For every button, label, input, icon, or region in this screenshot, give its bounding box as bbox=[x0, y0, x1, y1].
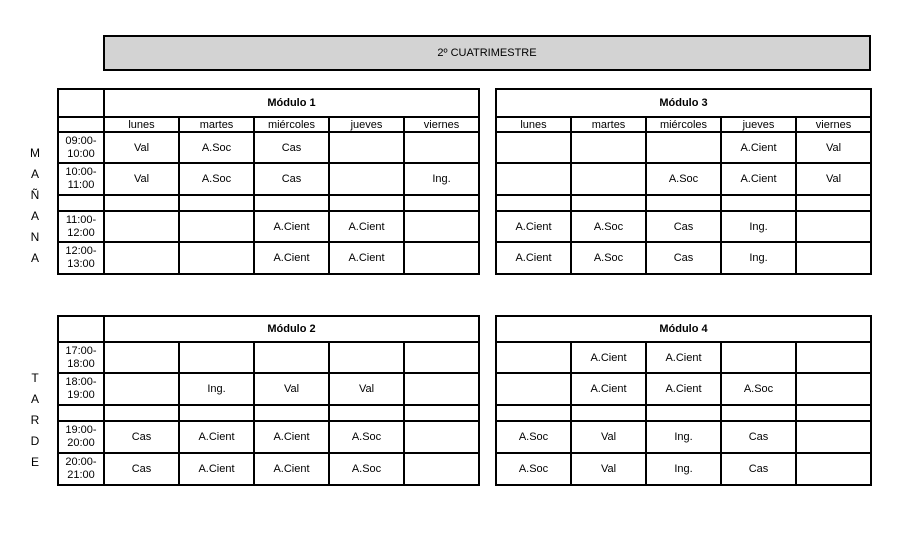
day-header-viernes: viernes bbox=[796, 117, 871, 132]
schedule-cell: A.Cient bbox=[721, 163, 796, 195]
schedule-cell bbox=[329, 342, 404, 373]
schedule-cell: A.Cient bbox=[646, 373, 721, 405]
schedule-cell bbox=[179, 242, 254, 274]
schedule-cell bbox=[104, 342, 179, 373]
time-slot-break bbox=[58, 405, 104, 421]
schedule-cell bbox=[646, 195, 721, 211]
schedule-cell: Val bbox=[571, 453, 646, 485]
schedule-cell bbox=[496, 163, 571, 195]
schedule-cell bbox=[404, 421, 479, 453]
spacer-cell bbox=[58, 316, 104, 342]
schedule-cell: Ing. bbox=[721, 242, 796, 274]
time-line: 18:00 bbox=[67, 357, 95, 370]
schedule-cell bbox=[571, 163, 646, 195]
module-3-table bbox=[495, 88, 872, 275]
module-3-title: Módulo 3 bbox=[496, 89, 871, 117]
schedule-cell: Ing. bbox=[646, 453, 721, 485]
schedule-cell bbox=[404, 342, 479, 373]
time-line: 19:00 bbox=[67, 389, 95, 401]
schedule-cell bbox=[796, 211, 871, 242]
schedule-cell: A.Soc bbox=[179, 163, 254, 195]
schedule-cell bbox=[796, 421, 871, 453]
schedule-cell bbox=[104, 405, 179, 421]
schedule-cell bbox=[179, 211, 254, 242]
schedule-cell bbox=[329, 163, 404, 195]
schedule-cell bbox=[179, 342, 254, 373]
time-line: 09:00- bbox=[65, 134, 97, 147]
schedule-cell: Cas bbox=[104, 421, 179, 453]
module-2-title: Módulo 2 bbox=[104, 316, 479, 342]
schedule-cell: A.Soc bbox=[571, 242, 646, 274]
schedule-cell: A.Cient bbox=[254, 453, 329, 485]
schedule-cell bbox=[404, 132, 479, 163]
schedule-cell: Val bbox=[104, 132, 179, 163]
schedule-cell: Val bbox=[104, 163, 179, 195]
module-1-table bbox=[57, 88, 480, 275]
time-header-cell bbox=[58, 117, 104, 132]
time-line: 20:00 bbox=[67, 437, 95, 449]
time-line: 21:00 bbox=[67, 469, 95, 481]
schedule-cell bbox=[254, 405, 329, 421]
schedule-cell: Cas bbox=[254, 132, 329, 163]
quarter-banner bbox=[103, 35, 871, 71]
module-4-table bbox=[495, 315, 872, 486]
time-slot bbox=[58, 211, 104, 242]
schedule-cell bbox=[104, 242, 179, 274]
schedule-cell bbox=[571, 195, 646, 211]
schedule-cell: Ing. bbox=[179, 373, 254, 405]
time-line: 10:00- bbox=[65, 166, 97, 178]
module-2-table bbox=[57, 315, 480, 486]
morning-side-label: MAÑANA bbox=[28, 146, 42, 272]
schedule-cell: A.Soc bbox=[646, 163, 721, 195]
time-line: 12:00 bbox=[67, 226, 95, 239]
schedule-cell bbox=[496, 195, 571, 211]
day-header-miercoles: miércoles bbox=[254, 117, 329, 132]
afternoon-side-label: TARDE bbox=[28, 371, 42, 476]
schedule-cell bbox=[404, 373, 479, 405]
schedule-cell bbox=[404, 453, 479, 485]
schedule-cell: Val bbox=[796, 163, 871, 195]
schedule-cell: A.Soc bbox=[329, 421, 404, 453]
schedule-cell: Ing. bbox=[404, 163, 479, 195]
time-slot bbox=[58, 453, 104, 485]
schedule-cell: A.Cient bbox=[179, 421, 254, 453]
schedule-cell: Cas bbox=[721, 421, 796, 453]
day-header-martes: martes bbox=[571, 117, 646, 132]
schedule-cell bbox=[329, 132, 404, 163]
schedule-cell: A.Cient bbox=[254, 211, 329, 242]
time-line: 12:00- bbox=[65, 245, 97, 257]
schedule-cell bbox=[721, 405, 796, 421]
schedule-cell bbox=[721, 195, 796, 211]
schedule-cell bbox=[329, 405, 404, 421]
schedule-cell bbox=[796, 405, 871, 421]
schedule-cell: Val bbox=[571, 421, 646, 453]
time-line: 11:00 bbox=[67, 179, 95, 191]
schedule-cell: A.Soc bbox=[571, 211, 646, 242]
schedule-cell bbox=[179, 405, 254, 421]
time-slot bbox=[58, 132, 104, 163]
schedule-cell: A.Soc bbox=[496, 453, 571, 485]
schedule-cell bbox=[179, 195, 254, 211]
time-line: 19:00- bbox=[65, 424, 97, 436]
schedule-cell bbox=[571, 132, 646, 163]
schedule-cell bbox=[796, 195, 871, 211]
day-header-miercoles: miércoles bbox=[646, 117, 721, 132]
time-slot-break bbox=[58, 195, 104, 211]
day-header-lunes: lunes bbox=[496, 117, 571, 132]
time-line: 13:00 bbox=[67, 258, 95, 270]
schedule-cell bbox=[496, 132, 571, 163]
day-header-viernes: viernes bbox=[404, 117, 479, 132]
schedule-cell: Val bbox=[329, 373, 404, 405]
day-header-jueves: jueves bbox=[721, 117, 796, 132]
time-line: 10:00 bbox=[67, 147, 95, 160]
schedule-cell: A.Cient bbox=[496, 242, 571, 274]
schedule-cell: Val bbox=[796, 132, 871, 163]
schedule-cell bbox=[404, 242, 479, 274]
schedule-cell bbox=[796, 242, 871, 274]
time-line: 18:00- bbox=[65, 376, 97, 388]
time-slot bbox=[58, 342, 104, 373]
schedule-cell: Ing. bbox=[721, 211, 796, 242]
schedule-cell: A.Cient bbox=[721, 132, 796, 163]
schedule-cell: A.Soc bbox=[329, 453, 404, 485]
schedule-cell: A.Cient bbox=[254, 421, 329, 453]
time-line: 11:00- bbox=[65, 213, 97, 226]
schedule-cell: A.Soc bbox=[496, 421, 571, 453]
schedule-cell: Cas bbox=[104, 453, 179, 485]
schedule-cell: A.Cient bbox=[329, 242, 404, 274]
day-header-jueves: jueves bbox=[329, 117, 404, 132]
schedule-cell bbox=[796, 342, 871, 373]
time-slot bbox=[58, 242, 104, 274]
schedule-cell: A.Soc bbox=[179, 132, 254, 163]
schedule-cell bbox=[404, 211, 479, 242]
schedule-cell bbox=[496, 405, 571, 421]
schedule-cell: A.Cient bbox=[254, 242, 329, 274]
schedule-cell: Cas bbox=[254, 163, 329, 195]
schedule-cell: A.Cient bbox=[496, 211, 571, 242]
module-4-title: Módulo 4 bbox=[496, 316, 871, 342]
time-line: 20:00- bbox=[65, 456, 97, 468]
schedule-cell bbox=[254, 342, 329, 373]
time-slot bbox=[58, 163, 104, 195]
schedule-cell bbox=[104, 211, 179, 242]
day-header-martes: martes bbox=[179, 117, 254, 132]
schedule-cell: A.Cient bbox=[179, 453, 254, 485]
time-line: 17:00- bbox=[65, 344, 97, 357]
day-header-lunes: lunes bbox=[104, 117, 179, 132]
schedule-cell bbox=[254, 195, 329, 211]
schedule-cell: A.Cient bbox=[571, 342, 646, 373]
schedule-cell bbox=[496, 373, 571, 405]
schedule-cell: A.Cient bbox=[329, 211, 404, 242]
time-slot bbox=[58, 421, 104, 453]
schedule-cell: Val bbox=[254, 373, 329, 405]
schedule-cell: Cas bbox=[721, 453, 796, 485]
schedule-cell bbox=[646, 132, 721, 163]
time-slot bbox=[58, 373, 104, 405]
module-1-title: Módulo 1 bbox=[104, 89, 479, 117]
schedule-cell bbox=[404, 195, 479, 211]
schedule-cell: Ing. bbox=[646, 421, 721, 453]
spacer-cell bbox=[58, 89, 104, 117]
schedule-cell: Cas bbox=[646, 211, 721, 242]
schedule-cell bbox=[104, 373, 179, 405]
schedule-cell: A.Cient bbox=[646, 342, 721, 373]
schedule-cell bbox=[646, 405, 721, 421]
schedule-cell bbox=[496, 342, 571, 373]
schedule-cell: Cas bbox=[646, 242, 721, 274]
schedule-cell bbox=[404, 405, 479, 421]
schedule-cell bbox=[104, 195, 179, 211]
schedule-cell bbox=[571, 405, 646, 421]
schedule-cell bbox=[796, 453, 871, 485]
schedule-cell bbox=[721, 342, 796, 373]
quarter-banner-label: 2º CUATRIMESTRE bbox=[437, 47, 537, 59]
schedule-cell bbox=[329, 195, 404, 211]
schedule-cell: A.Soc bbox=[721, 373, 796, 405]
schedule-cell bbox=[796, 373, 871, 405]
schedule-cell: A.Cient bbox=[571, 373, 646, 405]
